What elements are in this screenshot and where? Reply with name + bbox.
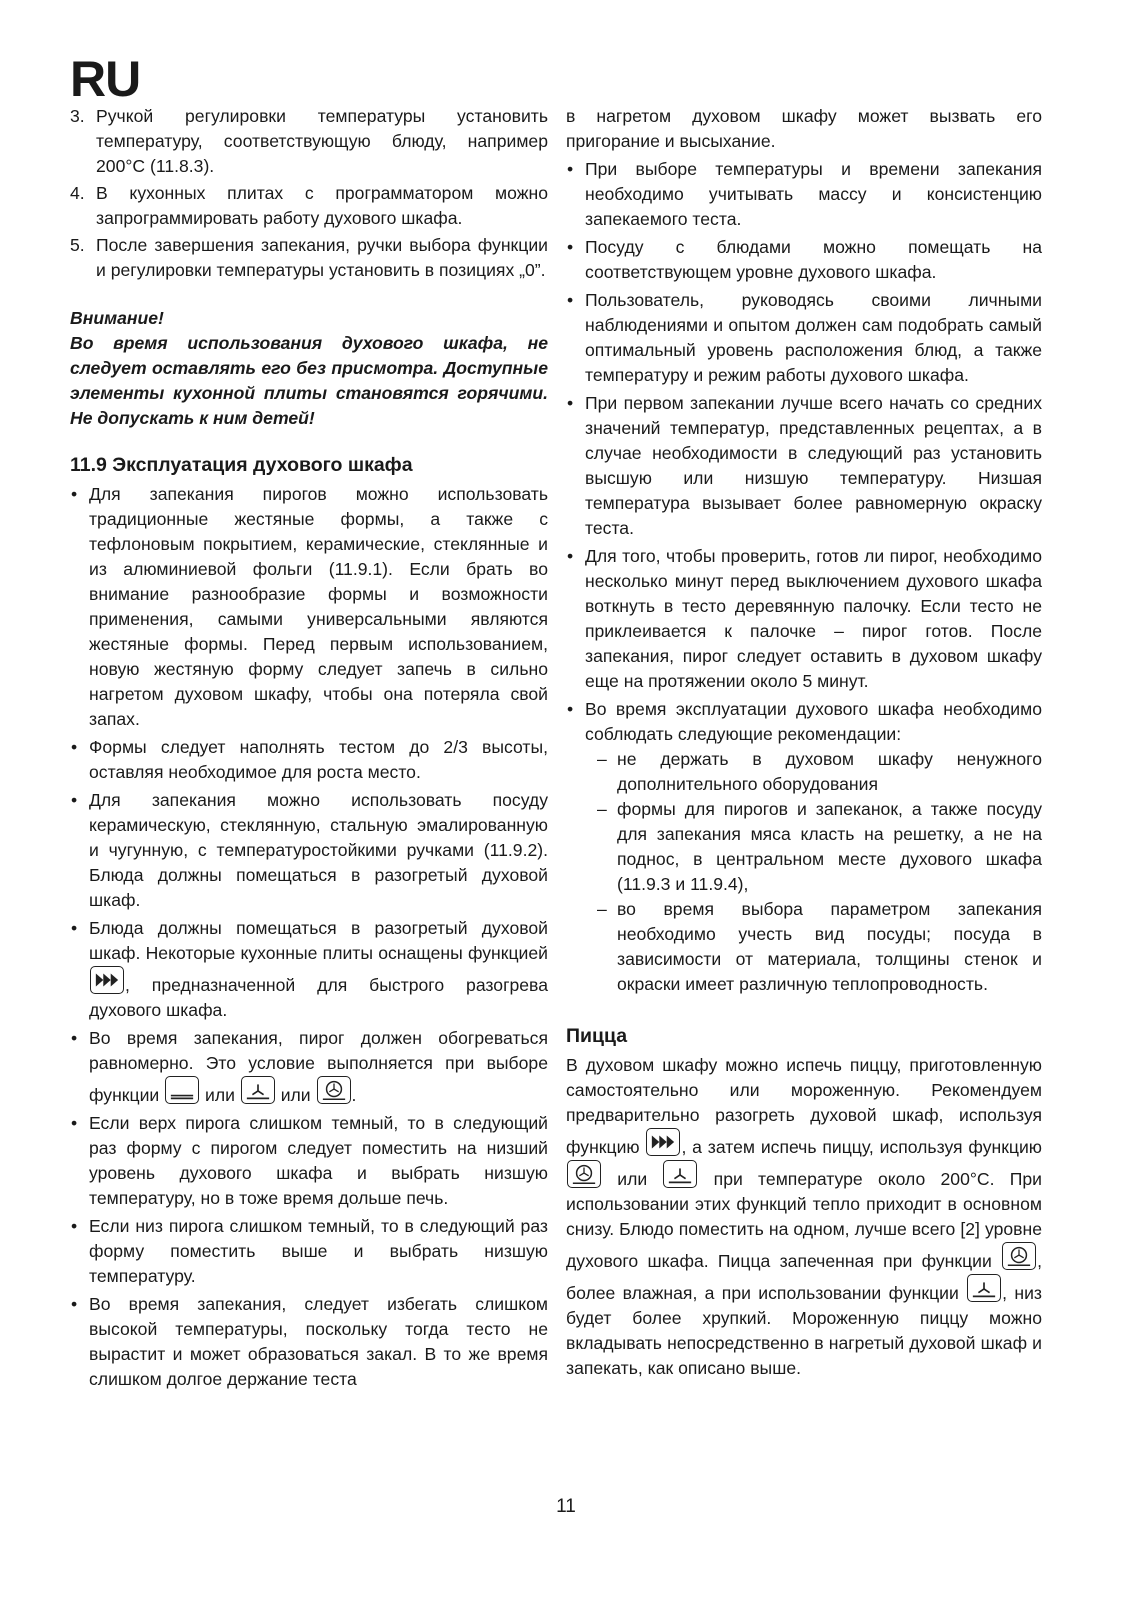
list-item: • Для того, чтобы проверить, готов ли пирог, необходимо несколько минут перед выключением духового шкафа воткнуть в тесто деревянную палочку. Если тесто не приклеивается к палочке – пирог готов. После запекания, пирог следует оставить в духовом шкафу еще на протяжении около 5 минут.	[566, 544, 1042, 694]
bullet-text: , предназначенной для быстрого разогрева духового шкафа.	[89, 975, 548, 1020]
pizza-text-part: В духовом шкафу можно испечь пиццу, приготовленную самостоятельно или мороженную. Рекомендуем предварительно разогреть духовой шкаф, используя функцию	[566, 1055, 1042, 1157]
list-item: • Посуду с блюдами можно помещать на соответствующем уровне духового шкафа.	[566, 235, 1042, 285]
warning-block	[70, 306, 548, 431]
bullet-text: Во время запекания, пирог должен обогреваться равномерно. Это условие выполняется при выборе функции	[89, 1028, 548, 1105]
pizza-text	[566, 1053, 1042, 1381]
section-title: 11.9 Эксплуатация духового шкафа	[70, 454, 413, 476]
step-text: В кухонных плитах с программатором можно запрограммировать работу духового шкафа.	[96, 183, 548, 228]
pizza-text-part: , низ будет более хрупкий. Мороженную пиццу можно вкладывать непосредственно в нагретый духовой шкаф и запекать, как описано выше.	[566, 1283, 1043, 1378]
step-text: Ручкой регулировки температуры установить температуру, соответствующую блюду, например 200°C (11.8.3).	[96, 106, 548, 176]
list-item: • Пользователь, руководясь своими личными наблюдениями и опытом должен сам подобрать самый оптимальный уровень расположения блюд, а также температуру и режим работы духового шкафа.	[566, 288, 1042, 388]
step-number: 3.	[70, 106, 85, 126]
list-item: – не держать в духовом шкафу ненужного дополнительного оборудования	[585, 747, 1042, 797]
list-item	[70, 181, 548, 231]
fan-ring-heat-icon	[567, 1160, 601, 1188]
list-item: • Для запекания пирогов можно использовать традиционные жестяные формы, а также с тефлоновым покрытием, керамические, стеклянные и из алюминиевой фольги (11.9.1). Если брать во внимание разнообразие формы и возможности применения, самыми универсальными являются жестяные формы. Перед первым использованием, новую жестяную форму следует запечь в сильно нагретом духовом шкафу, чтобы она потеряла свой запах.	[70, 482, 548, 732]
fast-preheat-icon	[646, 1128, 680, 1156]
or-text: или	[275, 1085, 316, 1105]
list-item	[70, 916, 548, 1023]
or-text: или	[200, 1085, 240, 1105]
step-number: 5.	[70, 235, 85, 255]
fan-ring-heat-icon	[1002, 1242, 1036, 1270]
bullet-text: .	[351, 1085, 357, 1105]
pizza-text-part: при температуре около 200°C. При использовании этих функций тепло приходит в основном снизу. Блюдо поместить на одном, лучше всего [2] уровне духового шкафа. Пицца запеченная при функции	[566, 1169, 1043, 1271]
list-item	[70, 104, 548, 179]
top-bottom-heat-icon	[165, 1076, 199, 1104]
pizza-text-part: , а затем испечь пиццу, используя функцию	[681, 1137, 1043, 1157]
list-item: • Во время запекания, следует избегать слишком высокой температуры, поскольку тогда тесто не вырастит и может образоваться закал. В то же время слишком долгое держание теста	[70, 1292, 548, 1392]
bottom-heat-fan-icon	[663, 1160, 697, 1188]
dash-list	[585, 747, 1042, 997]
pizza-text-part: или	[602, 1169, 663, 1189]
list-item: • При первом запекании лучше всего начать со средних значений температур, представленных рецептах, а в случае необходимости в следующий раз установить высшую или низшую температуру. Низшая температура вызывает более равномерную окраску теста.	[566, 391, 1042, 541]
bottom-heat-fan-icon	[967, 1274, 1001, 1302]
usage-list	[70, 482, 548, 1392]
pizza-text-part: , более влажная, а при использовании функции	[566, 1251, 1042, 1303]
right-column	[566, 104, 1042, 1381]
pizza-title: Пицца	[566, 1025, 628, 1047]
bottom-heat-fan-icon	[241, 1076, 275, 1104]
list-item	[70, 1026, 548, 1108]
warning-text: Во время использования духового шкафа, не следует оставлять его без присмотра. Доступные элементы кухонной плиты становятся горячими. Не допускать к ним детей!	[70, 333, 548, 428]
bullet-text: Во время эксплуатации духового шкафа необходимо соблюдать следующие рекомендации:	[585, 699, 1042, 744]
list-item: – формы для пирогов и запеканок, а также посуду для запекания мяса класть на решетку, а не на поднос, в центральном месте духового шкафа (11.9.3 и 11.9.4),	[585, 797, 1042, 897]
bullet-text: Блюда должны помещаться в разогретый духовой шкаф. Некоторые кухонные плиты оснащены функцией	[89, 918, 548, 963]
warning-title: Внимание!	[70, 308, 164, 328]
continuation-text: в нагретом духовом шкафу может вызвать его пригорание и высыхание.	[566, 106, 1042, 151]
steps-list	[70, 104, 548, 283]
language-code: RU	[70, 51, 141, 107]
list-item	[70, 233, 548, 283]
list-item: • При выборе температуры и времени запекания необходимо учитывать массу и консистенцию запекаемого теста.	[566, 157, 1042, 232]
step-text: После завершения запекания, ручки выбора функции и регулировки температуры установить в позициях „0”.	[96, 235, 548, 280]
list-item: • Формы следует наполнять тестом до 2/3 высоты, оставляя необходимое для роста место.	[70, 735, 548, 785]
page-number: 11	[556, 1496, 576, 1517]
fan-ring-heat-icon	[317, 1076, 351, 1104]
list-item: • Если верх пирога слишком темный, то в следующий раз форму с пирогом следует поместить на низший уровень духового шкафа и выбрать низшую температуру, но в тоже время дольше печь.	[70, 1111, 548, 1211]
left-column	[70, 104, 548, 1395]
recommendations-list	[566, 157, 1042, 997]
list-item: – во время выбора параметром запекания необходимо учесть вид посуды; посуда в зависимости от материала, толщины стенок и окраски имеет различную теплопроводность.	[585, 897, 1042, 997]
list-item	[566, 697, 1042, 997]
fast-preheat-icon	[90, 966, 124, 994]
step-number: 4.	[70, 183, 85, 203]
list-item: • Для запекания можно использовать посуду керамическую, стеклянную, стальную эмалированную и чугунную, с температуростойкими ручками (11.9.2). Блюда должны помещаться в разогретый духовой шкаф.	[70, 788, 548, 913]
list-item: • Если низ пирога слишком темный, то в следующий раз форму поместить выше и выбрать низшую температуру.	[70, 1214, 548, 1289]
